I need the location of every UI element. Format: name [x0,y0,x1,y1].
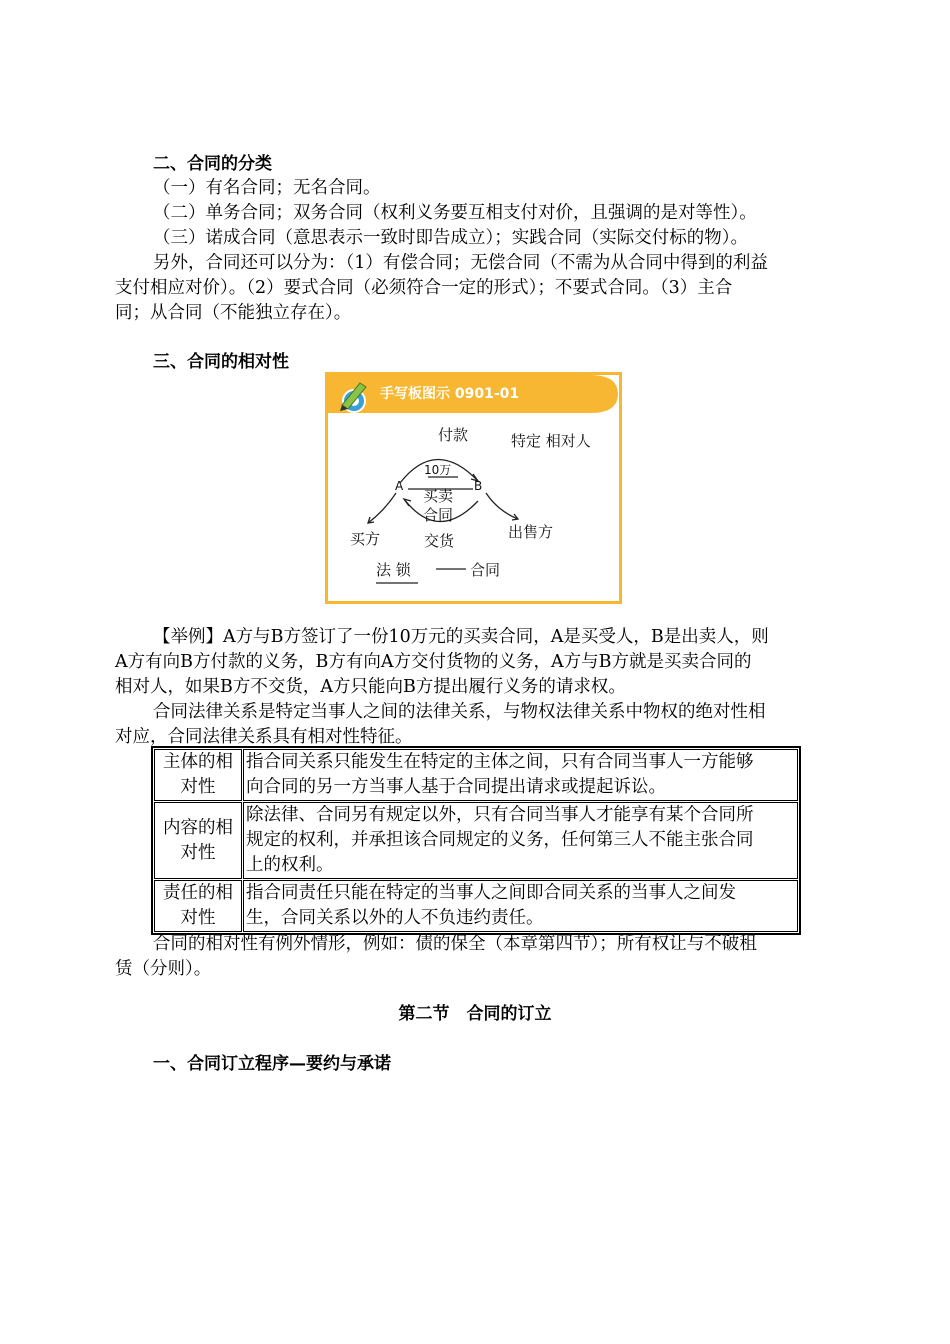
example-line: 相对人，如果B方不交货，A方只能向B方提出履行义务的请求权。 [115,677,626,697]
paragraph-line: 支付相应对价）。（2）要式合同（必须符合一定的形式）；不要式合同。（3）主合 [115,278,733,298]
paragraph-line: 对应，合同法律关系具有相对性特征。 [115,727,413,747]
label-contract: 合同 [470,561,501,579]
label-buyer: 买方 [350,530,381,548]
label-seller: 出售方 [508,523,554,541]
classification-item: （三）诺成合同（意思表示一致时即告成立）；实践合同（实际交付标的物）。 [153,228,748,248]
label-specific-party: 特定 相对人 [511,432,591,450]
paragraph-line: 合同的相对性有例外情形，例如：债的保全（本章第四节）；所有权让与不破租 [153,934,757,954]
label-sale-contract: 买卖 [423,487,454,505]
table-row [154,802,798,879]
classification-item: （一）有名合同；无名合同。 [153,178,381,198]
section-title: 第二节 合同的订立 [398,1004,552,1024]
section-heading-relativity: 三、合同的相对性 [153,352,289,372]
label-party-a: A [395,479,404,493]
paragraph-line: 赁（分则）。 [115,959,212,979]
diagram-title: 手写板图示 0901-01 [380,386,520,402]
label-party-b: B [474,479,483,493]
label-delivery: 交货 [424,532,455,550]
example-line: A方有向B方付款的义务，B方有向A方交付货物的义务，A方与B方就是买卖合同的 [115,652,752,672]
paragraph-line: 同；从合同（不能独立存在）。 [115,303,352,323]
table-cell-desc: 指合同责任只能在特定的当事人之间即合同关系的当事人之间发 生，合同关系以外的人不负违约责任。 [243,880,798,932]
label-amount: 10万 [424,463,452,477]
table-cell-label: 主体的相 对性 [154,749,242,801]
table-cell-label: 责任的相 对性 [154,880,242,932]
label-legal-lock: 法 锁 [376,561,411,579]
table-row [154,749,798,801]
example-line: 【举例】A方与B方签订了一份10万元的买卖合同，A是买受人，B是出卖人，则 [153,627,769,647]
label-sale-contract: 合同 [423,506,454,524]
paragraph-line: 合同法律关系是特定当事人之间的法律关系，与物权法律关系中物权的绝对性相 [153,702,766,722]
handwriting-diagram [325,372,622,604]
classification-item: （二）单务合同；双务合同（权利义务要互相支付对价，且强调的是对等性）。 [153,203,757,223]
table-cell-desc: 除法律、合同另有规定以外，只有合同当事人才能享有某个合同所 规定的权利，并承担该合同规定的义务，任何第三人不能主张合同 上的权利。 [243,802,798,879]
relativity-table [151,746,801,935]
table-cell-desc: 指合同关系只能发生在特定的主体之间，只有合同当事人一方能够 向合同的另一方当事人基于合同提出请求或提起诉讼。 [243,749,798,801]
section-heading-formation: 一、合同订立程序—要约与承诺 [153,1054,391,1074]
label-payment: 付款 [438,426,469,444]
table-cell-label: 内容的相 对性 [154,802,242,879]
table-row [154,880,798,932]
section-heading-classification: 二、合同的分类 [153,154,272,174]
paragraph-line: 另外，合同还可以分为：（1）有偿合同；无偿合同（不需为从合同中得到的利益 [153,253,768,273]
